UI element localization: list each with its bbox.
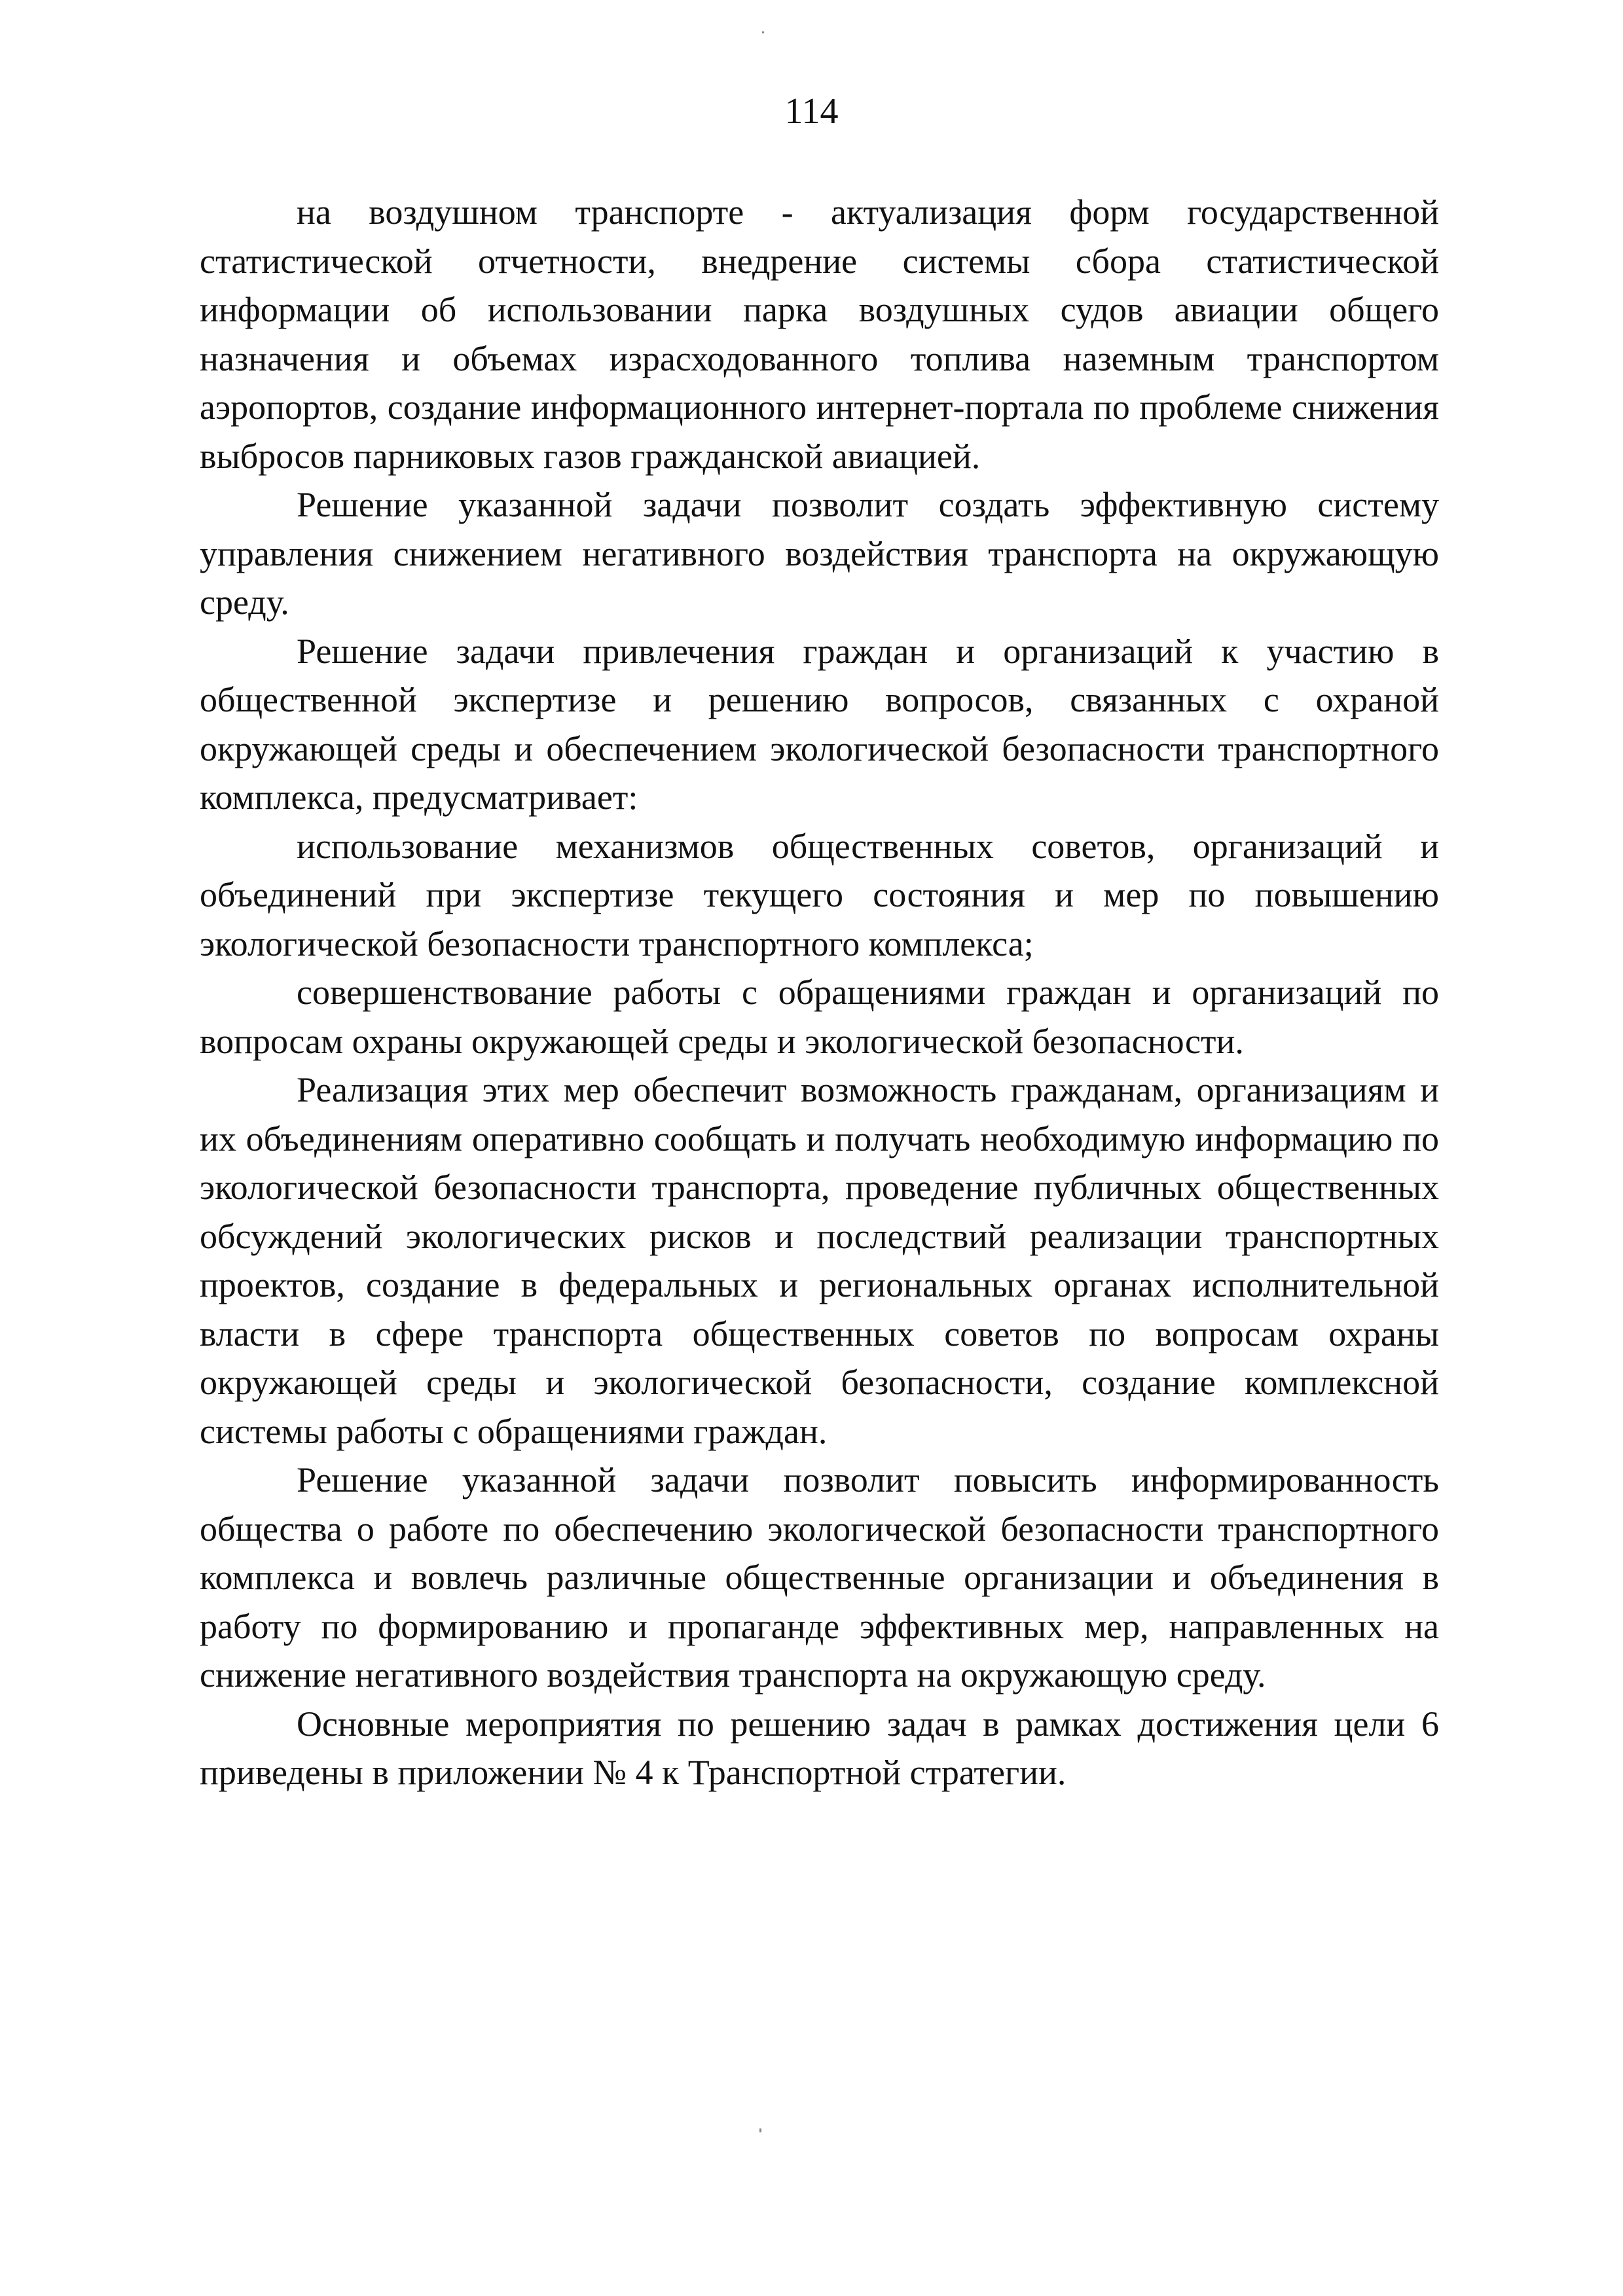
paragraph-implementation: Реализация этих мер обеспечит возможность гражданам, организациям и их объединениям оперативно сообщать и получать необходимую информацию по экологической безопасности транспорта, проведение публичных общественных обсуждений экологических рисков и последствий реализации транспортных проектов, создание в федеральных и региональных органах исполнительной власти в сфере транспорта общественных советов по вопросам охраны окружающей среды и экологической безопасности, создание комплексной системы работы с обращениями граждан.: [200, 1070, 1439, 1451]
scan-artifact-bottom: [759, 2128, 761, 2132]
paragraph-appeals-work: совершенствование работы с обращениями граждан и организаций по вопросам охраны окружающей среды и экологической безопасности.: [200, 973, 1439, 1061]
paragraph-public-involvement: Решение задачи привлечения граждан и организаций к участию в общественной экспертизе и решению вопросов, связанных с охраной окружающей среды и обеспечением экологической безопасности транспортного комплекса, предусматривает:: [200, 631, 1439, 817]
document-body: [200, 188, 1439, 1797]
page-number: 114: [784, 91, 839, 132]
paragraph-awareness: Решение указанной задачи позволит повысить информированность общества о работе по обеспечению экологической безопасности транспортного комплекса и вовлечь различные общественные организации и объединения в работу по формированию и пропаганде эффективных мер, направленных на снижение негативного воздействия транспорта на окружающую среду.: [200, 1460, 1439, 1695]
paragraph-air-transport: на воздушном транспорте - актуализация форм государственной статистической отчетности, внедрение системы сбора статистической информации об использовании парка воздушных судов авиации общего назначения и объемах израсходованного топлива наземным транспортом аэропортов, создание информационного интернет-портала по проблеме снижения выбросов парниковых газов гражданской авиацией.: [200, 192, 1439, 476]
paragraph-main-measures: Основные мероприятия по решению задач в рамках достижения цели 6 приведены в приложении № 4 к Транспортной стратегии.: [200, 1704, 1439, 1792]
scan-artifact-top: [762, 31, 764, 33]
paragraph-public-councils: использование механизмов общественных советов, организаций и объединений при экспертизе текущего состояния и мер по повышению экологической безопасности транспортного комплекса;: [200, 826, 1439, 963]
paragraph-management-system: Решение указанной задачи позволит создать эффективную систему управления снижением негативного воздействия транспорта на окружающую среду.: [200, 485, 1439, 622]
